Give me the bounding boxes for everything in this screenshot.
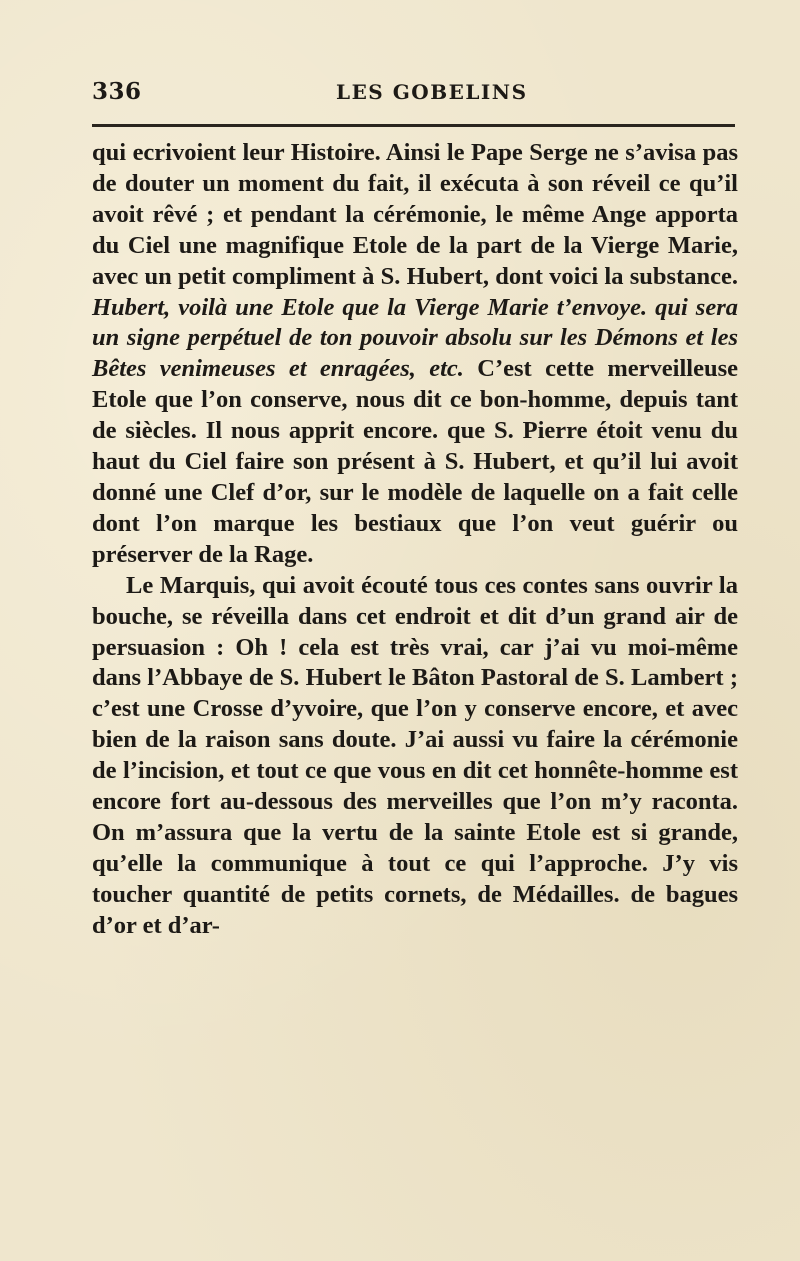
text-segment: qui ecrivoient leur Histoire. Ainsi le Pape Serge ne s’avisa pas de douter un moment du fait, il exécuta à son réveil ce qu’il avoit rêvé ; et pendant la cérémonie, le même Ange apporta du Ciel une magnifique Etole de la part de la Vierge Marie, avec un petit compliment à S. Hubert, dont voici la substance. (92, 139, 738, 290)
italic-quote: Hubert, voilà une Etole que la Vierge Marie t’envoye. qui sera un signe perpétuel de ton pouvoir absolu sur les Démons et les Bêtes venimeuses et enragées, etc. (92, 293, 738, 383)
page-number: 336 (92, 78, 142, 105)
body-text (92, 138, 738, 942)
page-header (92, 78, 732, 118)
text-segment: C’est cette merveilleuse Etole que l’on conserve, nous dit ce bon-homme, depuis tant de siècles. Il nous apprit encore. que S. Pierre étoit venu du haut du Ciel faire son présent à S. Hubert, et qu’il lui avoit donné une Clef d’or, sur le modèle de laquelle on a fait celle dont l’on marque les bestiaux que l’on veut guérir ou préserver de la Rage. (92, 355, 738, 568)
running-title: LES GOBELINS (336, 80, 528, 104)
paragraph-1 (92, 138, 738, 571)
text-segment: Le Marquis, qui avoit écouté tous ces contes sans ouvrir la bouche, se réveilla dans cet endroit et dit d’un grand air de persuasion : Oh ! cela est très vrai, car j’ai vu moi-même dans l’Abbaye de S. Hubert le Bâton Pastoral de S. Lambert ; c’est une Crosse d’yvoire, que l’on y conserve encore, et avec bien de la raison sans doute. J’ai aussi vu faire la cérémonie de l’incision, et tout ce que vous en dit cet honnête-homme est encore fort au-dessous des merveilles que l’on m’y raconta. On m’assura que la vertu de la sainte Etole est si grande, qu’elle la communique à tout ce qui l’approche. J’y vis toucher quantité de petits cornets, de Médailles. de bagues d’or et d’ar- (92, 571, 738, 939)
paragraph-2 (92, 571, 738, 942)
header-rule (92, 124, 735, 127)
